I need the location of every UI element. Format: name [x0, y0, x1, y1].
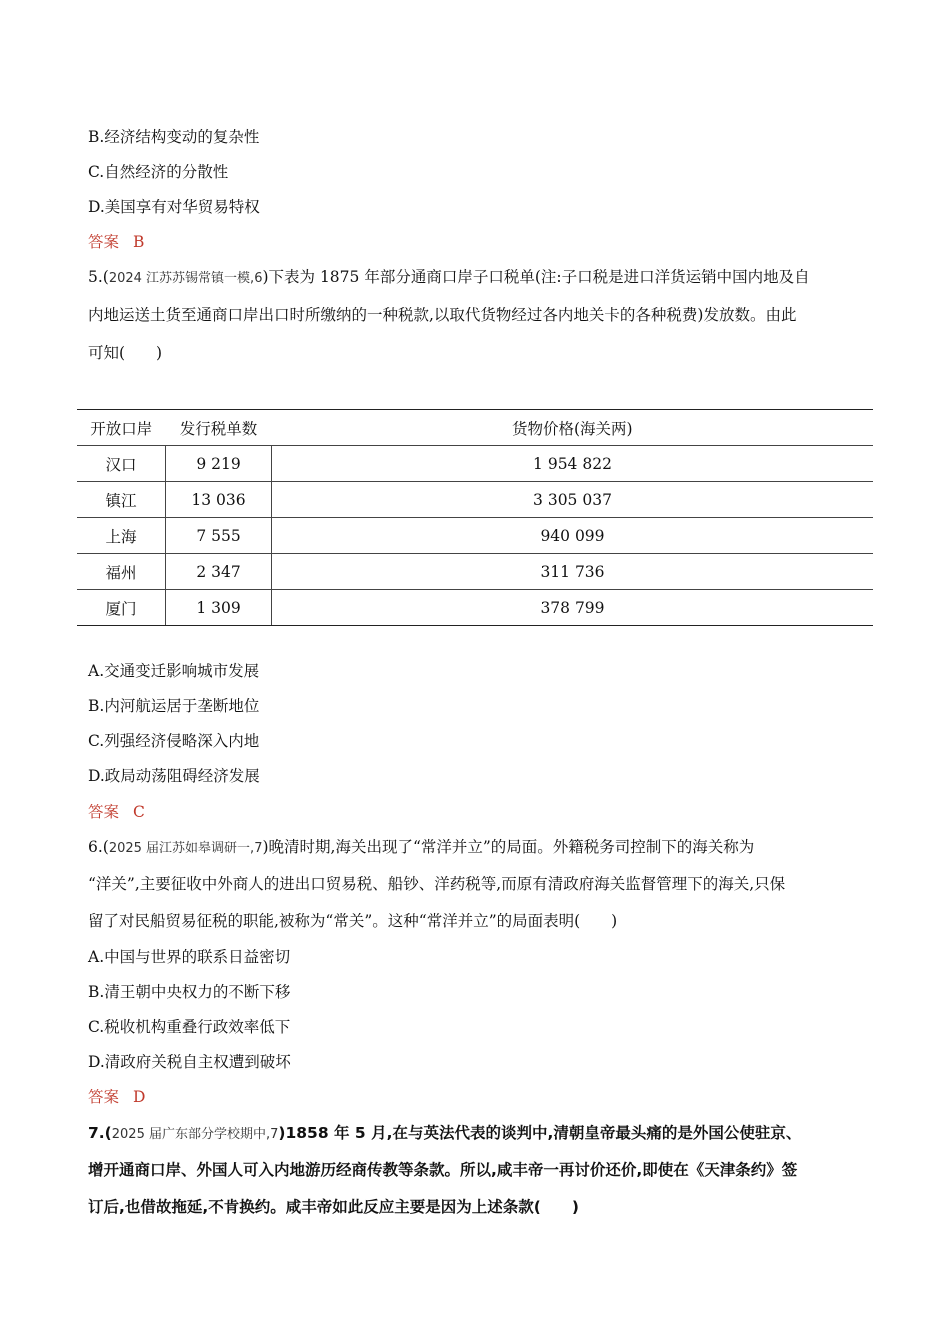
table-row — [77, 518, 873, 554]
q6-answer — [88, 1086, 145, 1108]
table-row — [77, 554, 873, 590]
q6-option-b: B.清王朝中央权力的不断下移 — [88, 983, 291, 1001]
q6-option-a: A.中国与世界的联系日益密切 — [88, 948, 291, 966]
q6-option-c: C.税收机构重叠行政效率低下 — [88, 1018, 291, 1036]
table-row — [77, 482, 873, 518]
q4-answer — [88, 231, 144, 253]
table-cell: 厦门 — [77, 590, 166, 626]
q5-stem-text: )下表为 1875 年部分通商口岸子口税单(注:子口税是进口洋货运销中国内地及自 — [262, 268, 810, 286]
table-header: 开放口岸 — [77, 410, 166, 446]
q4-option-b: B.经济结构变动的复杂性 — [88, 128, 260, 146]
q4-option-d: D.美国享有对华贸易特权 — [88, 198, 260, 216]
table-cell: 福州 — [77, 554, 166, 590]
q6-option-d: D.清政府关税自主权遭到破坏 — [88, 1053, 291, 1071]
q5-option-c: C.列强经济侵略深入内地 — [88, 732, 260, 750]
q5-number: 5.( — [88, 268, 109, 286]
table-cell: 940 099 — [272, 518, 874, 554]
answer-value: D — [133, 1088, 146, 1106]
answer-label: 答案 — [88, 1088, 120, 1106]
q5-answer — [88, 801, 145, 823]
table-cell: 378 799 — [272, 590, 874, 626]
table-header: 货物价格(海关两) — [272, 410, 874, 446]
table-cell: 1 309 — [166, 590, 272, 626]
table-cell: 311 736 — [272, 554, 874, 590]
q5-stem-line3: 可知( ) — [88, 344, 163, 362]
table-header-row — [77, 410, 873, 446]
q5-table — [77, 409, 873, 626]
q7-number: 7.( — [88, 1124, 112, 1142]
q7-stem-line2: 增开通商口岸、外国人可入内地游历经商传教等条款。所以,咸丰帝一再讨价还价,即使在《天津条约》签 — [88, 1161, 798, 1179]
q6-stem-line2: “洋关”,主要征收中外商人的进出口贸易税、船钞、洋药税等,而原有清政府海关监督管理下的海关,只保 — [88, 875, 786, 893]
q5-option-a: A.交通变迁影响城市发展 — [88, 662, 260, 680]
answer-label: 答案 — [88, 233, 120, 251]
q7-stem-line1 — [88, 1122, 801, 1146]
table-cell: 2 347 — [166, 554, 272, 590]
table-cell: 13 036 — [166, 482, 272, 518]
q6-stem-line3: 留了对民船贸易征税的职能,被称为“常关”。这种“常洋并立”的局面表明( ) — [88, 912, 618, 930]
table-row — [77, 590, 873, 626]
table-cell: 镇江 — [77, 482, 166, 518]
q6-source: 2025 届江苏如皋调研一,7 — [108, 841, 263, 856]
table-cell: 1 954 822 — [272, 446, 874, 482]
q6-number: 6.( — [88, 838, 109, 856]
answer-value: B — [133, 233, 145, 251]
table-header: 发行税单数 — [166, 410, 272, 446]
q5-stem-line2: 内地运送土货至通商口岸出口时所缴纳的一种税款,以取代货物经过各内地关卡的各种税费)发放数。由此 — [88, 306, 797, 324]
answer-label: 答案 — [88, 803, 120, 821]
table-cell: 汉口 — [77, 446, 166, 482]
q7-stem-text: )1858 年 5 月,在与英法代表的谈判中,清朝皇帝最头痛的是外国公使驻京、 — [278, 1124, 802, 1142]
q7-source: 2025 届广东部分学校期中,7 — [111, 1127, 279, 1142]
q6-stem-line1 — [88, 836, 754, 860]
q5-option-b: B.内河航运居于垄断地位 — [88, 697, 260, 715]
q5-stem-line1 — [88, 266, 810, 290]
q5-option-d: D.政局动荡阻碍经济发展 — [88, 767, 260, 785]
q5-source: 2024 江苏苏锡常镇一模,6 — [108, 271, 263, 286]
table-cell: 7 555 — [166, 518, 272, 554]
q6-stem-text: )晚清时期,海关出现了“常洋并立”的局面。外籍税务司控制下的海关称为 — [262, 838, 755, 856]
table-cell: 9 219 — [166, 446, 272, 482]
q7-stem-line3: 订后,也借故拖延,不肯换约。咸丰帝如此反应主要是因为上述条款( ) — [88, 1198, 579, 1216]
table-cell: 上海 — [77, 518, 166, 554]
table-cell: 3 305 037 — [272, 482, 874, 518]
answer-value: C — [133, 803, 145, 821]
table-row — [77, 446, 873, 482]
q4-option-c: C.自然经济的分散性 — [88, 163, 229, 181]
